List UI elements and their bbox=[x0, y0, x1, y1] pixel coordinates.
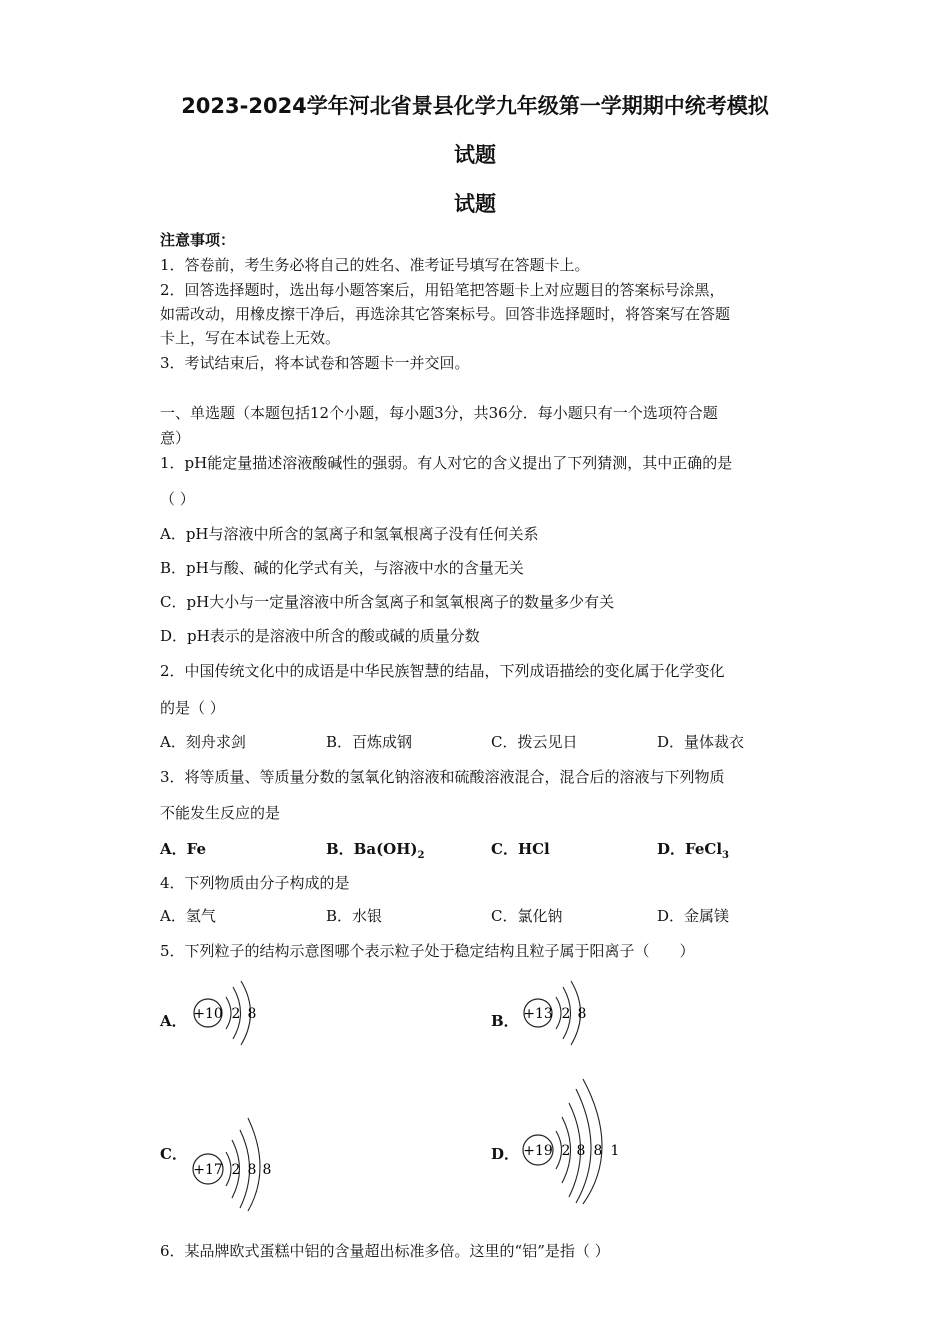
q5-d-e4: 1 bbox=[610, 1143, 620, 1159]
q1-option-a: A．pH与溶液中所含的氢离子和氢氧根离子没有任何关系 bbox=[160, 525, 539, 543]
q5-b-e2: 8 bbox=[577, 1006, 587, 1022]
notice-item-2: 2．回答选择题时，选出每小题答案后，用铅笔把答题卡上对应题目的答案标号涂黑， bbox=[160, 281, 725, 299]
q5-c-nucleus: +17 bbox=[193, 1162, 223, 1178]
notice-item-3: 3．考试结束后，将本试卷和答题卡一并交回。 bbox=[160, 354, 470, 372]
q1-option-d: D．pH表示的是溶液中所含的酸或碱的质量分数 bbox=[160, 627, 480, 645]
q5-d-e1: 2 bbox=[561, 1143, 571, 1159]
q5-d-e2: 8 bbox=[576, 1143, 586, 1159]
q5-diagram-a bbox=[186, 975, 276, 1055]
q5-c-e2: 8 bbox=[247, 1162, 257, 1178]
q2-option-b: B．百炼成钢 bbox=[326, 733, 413, 751]
q3-option-a: A．Fe bbox=[160, 840, 207, 858]
section-heading: 一、单选题（本题包括12个小题，每小题3分，共36分．每小题只有一个选项符合题 bbox=[160, 404, 718, 422]
q5-d-nucleus: +19 bbox=[523, 1143, 553, 1159]
q3-option-b-sub: 2 bbox=[417, 850, 425, 861]
q2-option-d: D．量体裁衣 bbox=[657, 733, 745, 751]
q6-stem: 6．某品牌欧式蛋糕中铝的含量超出标准多倍。这里的“铝”是指（ ） bbox=[160, 1242, 610, 1260]
q5-a-e1: 2 bbox=[231, 1006, 241, 1022]
title-line-3: 试题 bbox=[454, 192, 496, 216]
q5-c-e3: 8 bbox=[262, 1162, 272, 1178]
q4-option-b: B．水银 bbox=[326, 907, 383, 925]
q4-option-c: C．氯化钠 bbox=[491, 907, 563, 925]
q5-diagram-c bbox=[186, 1112, 286, 1212]
q2-option-a: A．刻舟求剑 bbox=[160, 733, 246, 751]
q5-b-shell-1 bbox=[556, 997, 561, 1029]
q2-stem-cont: 的是（ ） bbox=[160, 699, 225, 717]
q4-option-d: D．金属镁 bbox=[657, 907, 730, 925]
q5-diagram-d-label: D． bbox=[491, 1145, 520, 1163]
q5-a-shell-1 bbox=[226, 997, 231, 1029]
q3-option-c: C．HCl bbox=[491, 840, 550, 858]
section-heading-cont: 意） bbox=[160, 429, 191, 447]
q5-stem: 5．下列粒子的结构示意图哪个表示粒子处于稳定结构且粒子属于阳离子（ ） bbox=[160, 942, 695, 960]
q5-diagram-c-label: C． bbox=[160, 1145, 187, 1163]
q5-diagram-b bbox=[518, 975, 608, 1055]
q5-b-e1: 2 bbox=[561, 1006, 571, 1022]
title-line-1: 2023-2024学年河北省景县化学九年级第一学期期中统考模拟 bbox=[181, 94, 769, 118]
q4-option-a: A．氢气 bbox=[160, 907, 216, 925]
q1-option-c: C．pH大小与一定量溶液中所含氢离子和氢氧根离子的数量多少有关 bbox=[160, 593, 615, 611]
q5-d-e3: 8 bbox=[593, 1143, 603, 1159]
q3-option-b bbox=[326, 838, 424, 861]
q1-stem: 1．pH能定量描述溶液酸碱性的强弱。有人对它的含义提出了下列猜测，其中正确的是 bbox=[160, 454, 733, 472]
q3-stem: 3．将等质量、等质量分数的氢氧化钠溶液和硫酸溶液混合，混合后的溶液与下列物质 bbox=[160, 768, 725, 786]
q3-option-d-sub: 3 bbox=[722, 850, 729, 861]
q5-c-shell-1 bbox=[226, 1152, 231, 1186]
q5-c-e1: 2 bbox=[231, 1162, 241, 1178]
notice-item-2-end: 卡上，写在本试卷上无效。 bbox=[160, 329, 341, 347]
q5-diagram-a-label: A． bbox=[160, 1012, 187, 1030]
q3-option-b-text: B．Ba(OH) bbox=[326, 840, 418, 858]
q1-stem-cont: （ ） bbox=[160, 490, 195, 508]
q4-stem: 4．下列物质由分子构成的是 bbox=[160, 874, 350, 892]
q3-stem-cont: 不能发生反应的是 bbox=[160, 804, 281, 822]
q3-option-d-text: D．FeCl bbox=[657, 840, 723, 858]
notice-item-1: 1．答卷前，考生务必将自己的姓名、准考证号填写在答题卡上。 bbox=[160, 256, 590, 274]
q1-option-b: B．pH与酸、碱的化学式有关，与溶液中水的含量无关 bbox=[160, 559, 524, 577]
q5-d-shell-5 bbox=[583, 1079, 602, 1204]
q2-stem: 2．中国传统文化中的成语是中华民族智慧的结晶，下列成语描绘的变化属于化学变化 bbox=[160, 662, 725, 680]
q3-option-d bbox=[657, 838, 729, 861]
notice-heading: 注意事项： bbox=[160, 231, 236, 249]
q5-a-nucleus: +10 bbox=[193, 1006, 223, 1022]
q5-diagram-d bbox=[518, 1075, 633, 1205]
notice-item-2-cont: 如需改动，用橡皮擦干净后，再选涂其它答案标号。回答非选择题时，将答案写在答题 bbox=[160, 305, 731, 323]
q5-diagram-b-label: B． bbox=[491, 1012, 519, 1030]
q2-option-c: C．拨云见日 bbox=[491, 733, 578, 751]
q5-b-nucleus: +13 bbox=[523, 1006, 553, 1022]
q5-a-e2: 8 bbox=[247, 1006, 257, 1022]
title-line-2: 试题 bbox=[454, 143, 496, 167]
